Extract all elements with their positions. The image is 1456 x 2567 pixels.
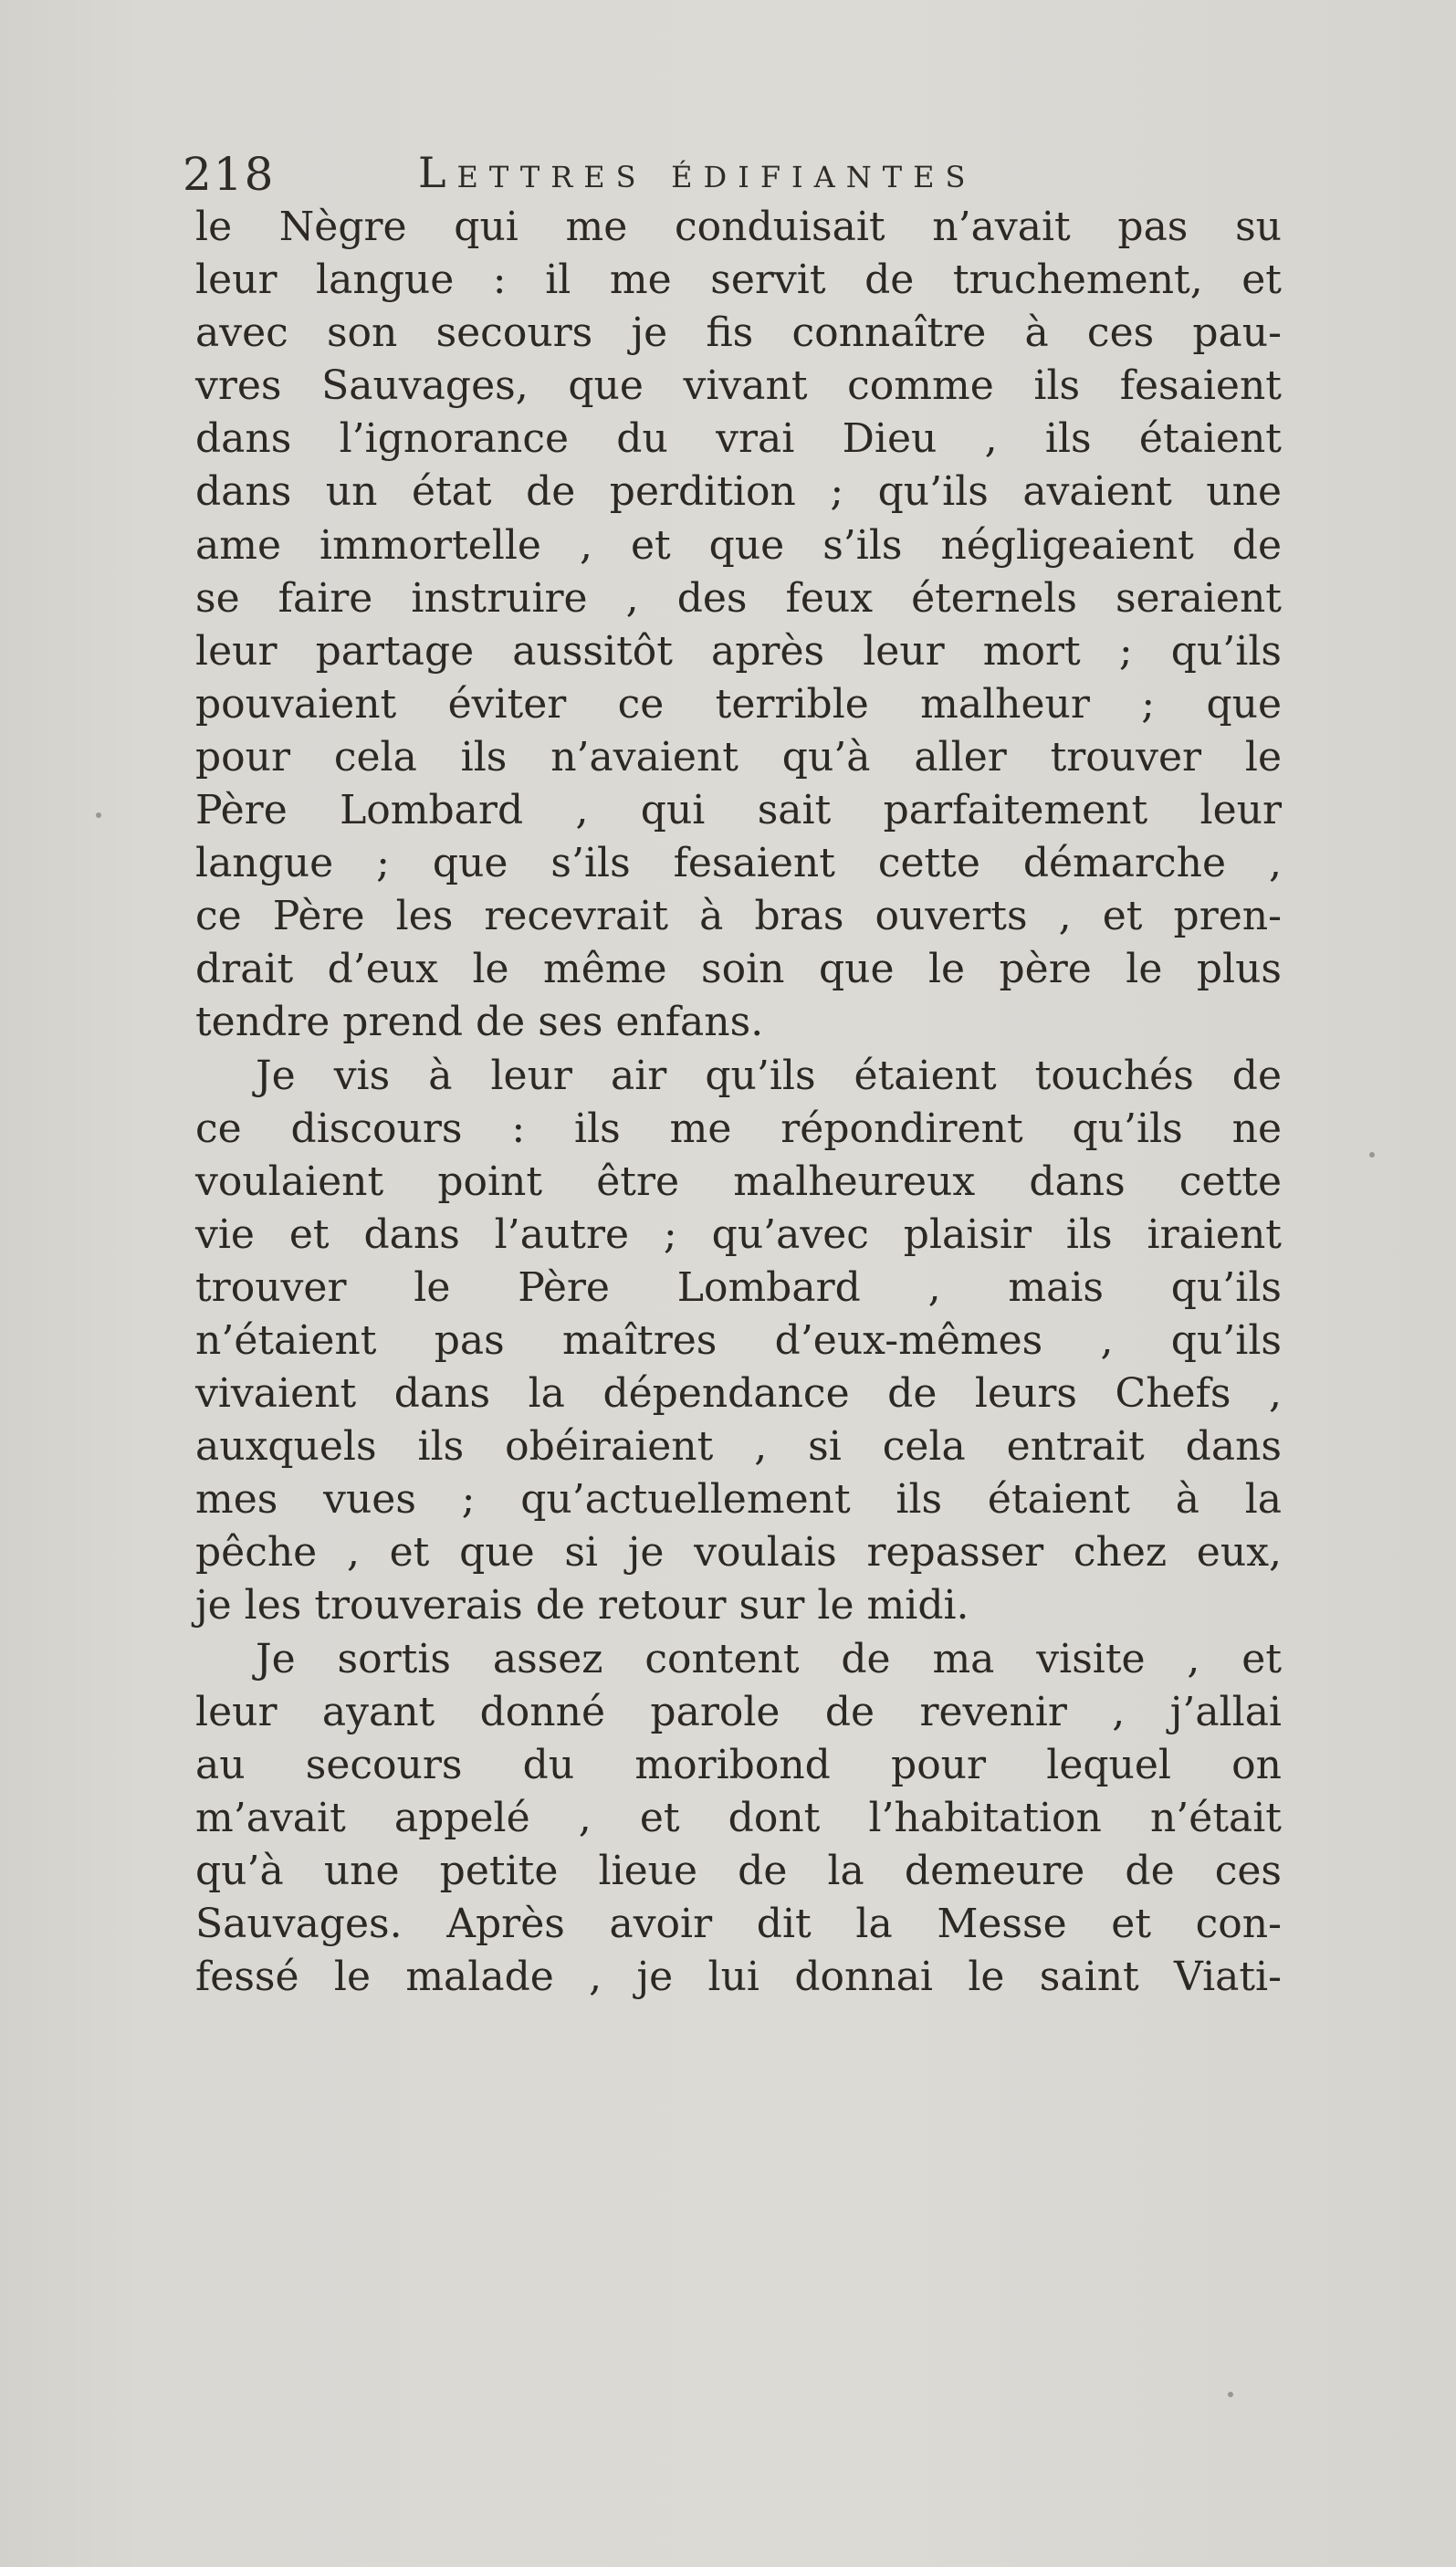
text-line: leur partage aussitôt après leur mort ; qu’ils — [195, 627, 1282, 675]
paragraph-2 — [195, 1050, 1282, 1633]
text-line: pêche , et que si je voulais repasser chez eux, — [195, 1529, 1282, 1577]
text-line: langue ; que s’ils fesaient cette démarche , — [195, 840, 1282, 887]
text-line: trouver le Père Lombard , mais qu’ils — [195, 1263, 1282, 1311]
text-line: pouvaient éviter ce terrible malheur ; que — [195, 680, 1282, 728]
paragraph-3 — [195, 1633, 1282, 2005]
paragraph-1 — [195, 201, 1282, 1050]
text-line: vie et dans l’autre ; qu’avec plaisir ils iraient — [195, 1210, 1282, 1258]
paper-blemish — [1228, 2392, 1233, 2397]
text-line: se faire instruire , des feux éternels seraient — [195, 574, 1282, 622]
text-line: au secours du moribond pour lequel on — [195, 1741, 1282, 1788]
page-number: 218 — [183, 148, 276, 201]
text-line: tendre prend de ses enfans. — [195, 999, 764, 1046]
text-line: voulaient point être malheureux dans cette — [195, 1158, 1282, 1205]
text-line: m’avait appelé , et dont l’habitation n’était — [195, 1794, 1282, 1841]
text-line: Je sortis assez content de ma visite , et — [256, 1635, 1282, 1682]
text-line: n’étaient pas maîtres d’eux-mêmes , qu’ils — [195, 1316, 1282, 1364]
text-line: qu’à une petite lieue de la demeure de ces — [195, 1847, 1282, 1894]
text-line: auxquels ils obéiraient , si cela entrait dans — [195, 1423, 1282, 1471]
body-text — [195, 201, 1282, 2004]
text-line: ce discours : ils me répondirent qu’ils ne — [195, 1105, 1282, 1152]
text-line: mes vues ; qu’actuellement ils étaient à la — [195, 1476, 1282, 1524]
text-line: vres Sauvages, que vivant comme ils fesaient — [195, 362, 1282, 410]
paper-blemish — [96, 812, 101, 818]
text-line: drait d’eux le même soin que le père le plus — [195, 946, 1282, 993]
text-line: le Nègre qui me conduisait n’avait pas su — [195, 204, 1282, 250]
text-line: dans l’ignorance du vrai Dieu , ils étaient — [195, 415, 1282, 463]
text-line: Je vis à leur air qu’ils étaient touchés de — [256, 1052, 1282, 1099]
text-line: dans un état de perdition ; qu’ils avaient une — [195, 468, 1282, 516]
text-line: ame immortelle , et que s’ils négligeaient de — [195, 521, 1282, 569]
text-line: avec son secours je fis connaître à ces pau- — [195, 309, 1282, 357]
text-line: leur langue : il me servit de truchement, et — [195, 257, 1282, 304]
running-title: Lettres édifiantes — [418, 148, 977, 197]
text-line: Père Lombard , qui sait parfaitement leur — [195, 787, 1282, 834]
text-line: pour cela ils n’avaient qu’à aller trouver le — [195, 733, 1282, 781]
text-line: leur ayant donné parole de revenir , j’allai — [195, 1688, 1282, 1735]
text-line: Sauvages. Après avoir dit la Messe et con- — [195, 1901, 1282, 1947]
text-line: vivaient dans la dépendance de leurs Chefs , — [195, 1370, 1282, 1418]
text-line: ce Père les recevrait à bras ouverts , et pren- — [195, 893, 1282, 940]
paper-blemish — [1369, 1152, 1375, 1158]
text-line: je les trouverais de retour sur le midi. — [195, 1582, 969, 1629]
text-line: fessé le malade , je lui donnai le saint Viati- — [195, 1954, 1282, 2001]
